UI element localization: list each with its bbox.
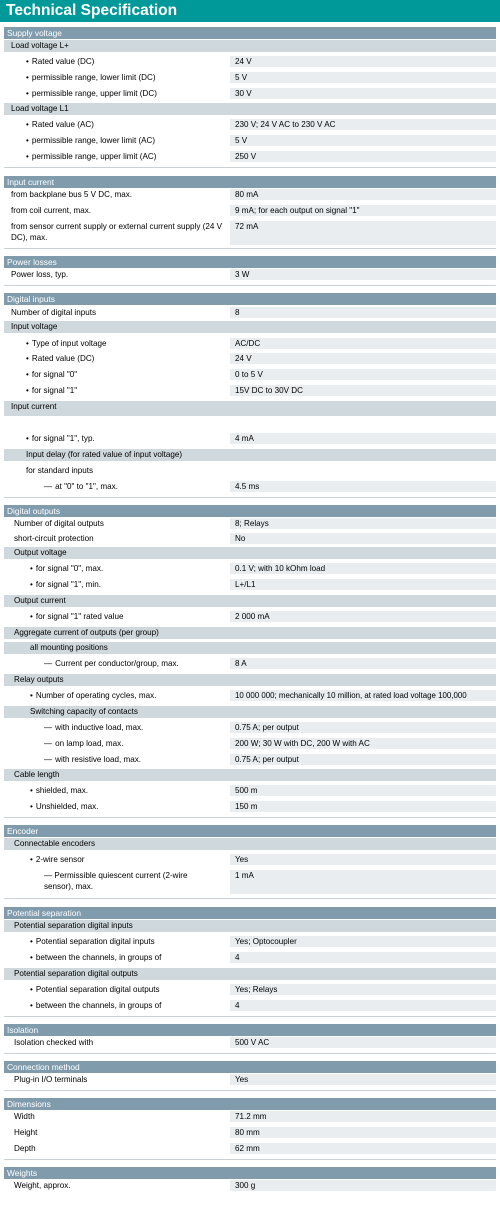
spec-row [4,465,496,476]
group-connectable-encoders: Connectable encoders [4,838,496,850]
spec-label: from backplane bus 5 V DC, max. [11,190,133,199]
spec-label: Weight, approx. [14,1181,71,1190]
spec-label: • permissible range, lower limit (DC) [4,72,227,83]
spec-row [4,1143,496,1154]
divider [4,1090,496,1091]
group-switching-capacity: Switching capacity of contacts [4,706,496,718]
group-aggregate-current: Aggregate current of outputs (per group) [4,627,496,639]
spec-value: 1 mA [230,870,496,894]
spec-label: • Unshielded, max. [4,801,227,812]
spec-value: L+/L1 [230,579,496,590]
spec-row [4,563,496,574]
divider [4,285,496,286]
spec-label: • permissible range, upper limit (DC) [4,88,227,99]
group-relay-outputs: Relay outputs [4,674,496,686]
spec-label: • for signal "1" rated value [4,611,227,622]
spec-row [4,1037,496,1048]
spec-label: • Type of input voltage [4,338,227,349]
group-input-voltage: Input voltage [4,321,496,333]
group-load-voltage-l1: Load voltage L1 [4,103,496,115]
spec-label: • for signal "1" [4,385,227,396]
group-load-voltage-lplus: Load voltage L+ [4,40,496,52]
spec-label: — Current per conductor/group, max. [4,658,227,669]
spec-value: 0.75 A; per output [230,754,496,765]
spec-label: for standard inputs [26,466,94,475]
spec-label: • permissible range, lower limit (AC) [4,135,227,146]
spec-row [4,433,496,444]
spec-value: No [230,533,496,544]
spec-row [4,690,496,701]
spec-value: 200 W; 30 W with DC, 200 W with AC [230,738,496,749]
section-input-current: Input current [4,176,496,188]
spec-value: 8 A [230,658,496,669]
group-all-mounting-positions: all mounting positions [4,642,496,654]
group-input-current: Input current [4,401,496,416]
spec-row [4,72,496,83]
spec-label: — on lamp load, max. [4,738,227,749]
spec-value: 500 V AC [230,1037,496,1048]
group-pot-sep-outputs: Potential separation digital outputs [4,968,496,980]
spec-row [4,579,496,590]
spec-label: from coil current, max. [11,206,92,215]
spec-label: • for signal "1", typ. [4,433,227,444]
spec-value: 250 V [230,151,496,162]
spec-row [4,353,496,364]
divider [4,898,496,899]
spec-label: • permissible range, upper limit (AC) [4,151,227,162]
spec-row [4,307,496,318]
dash-bullet: — [44,871,55,880]
spec-label: • shielded, max. [4,785,227,796]
spec-value: 0.1 V; with 10 kOhm load [230,563,496,574]
spec-row [4,754,496,765]
spec-value: 5 V [230,72,496,83]
spec-value: 3 W [230,269,496,280]
section-encoder: Encoder [4,825,496,837]
spec-value: 500 m [230,785,496,796]
spec-label: • Rated value (DC) [4,353,227,364]
spec-value: Yes [230,1074,496,1085]
spec-row [4,56,496,67]
spec-row [4,533,496,544]
section-weights: Weights [4,1167,496,1179]
divider [4,167,496,168]
group-pot-sep-inputs: Potential separation digital inputs [4,920,496,932]
spec-value: Yes; Relays [230,984,496,995]
spec-value: 10 000 000; mechanically 10 million, at rated load voltage 100,000 [230,690,496,701]
spec-row [4,952,496,963]
spec-row [4,205,496,216]
spec-label: from sensor current supply or external current supply (24 V DC), max. [11,222,222,242]
spec-label: — with resistive load, max. [4,754,227,765]
divider [4,248,496,249]
spec-value: 150 m [230,801,496,812]
divider [4,1053,496,1054]
spec-row [4,518,496,529]
spec-label: Width [14,1112,35,1121]
spec-value: 2 000 mA [230,611,496,622]
spec-label: • Potential separation digital inputs [4,936,227,947]
spec-value: 8; Relays [230,518,496,529]
spec-row [4,481,496,492]
spec-row [4,385,496,396]
spec-row [4,88,496,99]
divider [4,497,496,498]
spec-row [4,269,496,280]
spec-label: Height [14,1128,38,1137]
spec-label: • for signal "1", min. [4,579,227,590]
spec-row [4,151,496,162]
spec-label: short-circuit protection [14,534,94,543]
spec-row [4,801,496,812]
group-output-current: Output current [4,595,496,607]
spec-value: 4.5 ms [230,481,496,492]
spec-value: 4 [230,1000,496,1011]
group-output-voltage: Output voltage [4,547,496,559]
spec-row [4,984,496,995]
spec-row [4,870,496,894]
spec-label: Isolation checked with [14,1038,94,1047]
spec-value: 5 V [230,135,496,146]
spec-value: 72 mA [230,221,496,245]
spec-row [4,1127,496,1138]
spec-value: 4 [230,952,496,963]
spec-value: 0 to 5 V [230,369,496,380]
spec-value: 71.2 mm [230,1111,496,1122]
spec-value: 80 mm [230,1127,496,1138]
spec-value: 230 V; 24 V AC to 230 V AC [230,119,496,130]
section-supply-voltage: Supply voltage [4,27,496,39]
spec-label: Depth [14,1144,36,1153]
spec-value: 8 [230,307,496,318]
divider [4,1159,496,1160]
group-input-delay: Input delay (for rated value of input voltage) [4,449,496,461]
spec-label: — Permissible quiescent current (2-wire sensor), max. [44,871,188,891]
spec-row [4,658,496,669]
spec-label: Number of digital inputs [11,308,97,317]
spec-label: Plug-in I/O terminals [14,1075,88,1084]
spec-row [4,338,496,349]
spec-label: • 2-wire sensor [4,854,227,865]
spec-value: 300 g [230,1180,496,1191]
spec-row [4,738,496,749]
page-title: Technical Specification [0,0,500,22]
divider [4,1016,496,1017]
spec-row [4,722,496,733]
spec-value: 24 V [230,56,496,67]
spec-value: Yes [230,854,496,865]
spec-row [4,1111,496,1122]
spec-row [4,369,496,380]
spec-value: 0.75 A; per output [230,722,496,733]
spec-label: • between the channels, in groups of [4,952,227,963]
spec-row [4,221,496,245]
spec-label: Number of digital outputs [14,519,104,528]
spec-row [4,135,496,146]
group-cable-length: Cable length [4,769,496,781]
spec-value: 4 mA [230,433,496,444]
spec-label: Power loss, typ. [11,270,69,279]
spec-row [4,854,496,865]
spec-label: • for signal "0" [4,369,227,380]
section-digital-outputs: Digital outputs [4,505,496,517]
spec-value: 30 V [230,88,496,99]
section-dimensions: Dimensions [4,1098,496,1110]
spec-row [4,119,496,130]
spec-label: • Rated value (AC) [4,119,227,130]
spec-label: — with inductive load, max. [4,722,227,733]
spec-value: 9 mA; for each output on signal "1" [230,205,496,216]
section-connection-method: Connection method [4,1061,496,1073]
spec-row [4,1074,496,1085]
spec-label: • Rated value (DC) [4,56,227,67]
spec-label: • Potential separation digital outputs [4,984,227,995]
spec-value: Yes; Optocoupler [230,936,496,947]
section-isolation: Isolation [4,1024,496,1036]
section-potential-separation: Potential separation [4,907,496,919]
spec-label: • between the channels, in groups of [4,1000,227,1011]
spec-value: 24 V [230,353,496,364]
spec-row [4,611,496,622]
spec-row [4,1180,496,1191]
spec-row [4,936,496,947]
spec-row [4,1000,496,1011]
spec-value: 15V DC to 30V DC [230,385,496,396]
spec-label: — at "0" to "1", max. [4,481,227,492]
spec-value: 62 mm [230,1143,496,1154]
section-power-losses: Power losses [4,256,496,268]
spec-label: • Number of operating cycles, max. [4,690,227,701]
spec-value: AC/DC [230,338,496,349]
spec-label: • for signal "0", max. [4,563,227,574]
spec-row [4,189,496,200]
spec-row [4,785,496,796]
divider [4,817,496,818]
section-digital-inputs: Digital inputs [4,293,496,305]
spec-value: 80 mA [230,189,496,200]
